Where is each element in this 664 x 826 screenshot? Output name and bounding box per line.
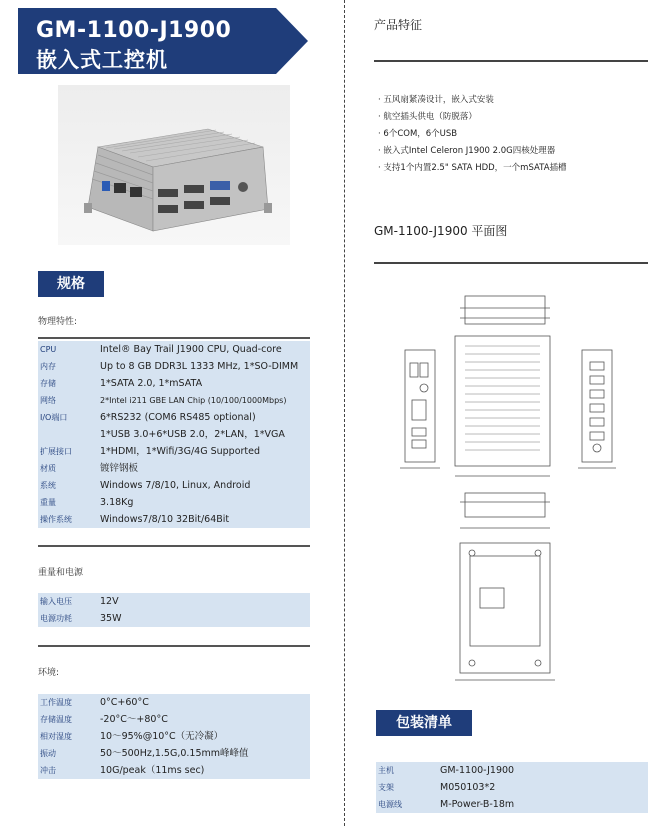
table-row: 输入电压 12V: [40, 596, 119, 607]
title-banner: [18, 8, 308, 74]
physical-heading: 物理特性:: [38, 317, 78, 327]
divider-line: [374, 262, 648, 264]
table-row: 1*USB 3.0+6*USB 2.0，2*LAN，1*VGA: [100, 429, 285, 440]
features-list: [378, 92, 648, 177]
table-row: I/O端口 6*RS232 (COM6 RS485 optional): [40, 412, 256, 423]
list-item: · 支持1个内置2.5" SATA HDD，一个mSATA插槽: [378, 160, 648, 177]
table-row: 存储 1*SATA 2.0, 1*mSATA: [40, 378, 203, 389]
divider-line: [38, 645, 310, 647]
environment-spec-table: [38, 694, 310, 779]
table-row: 相对湿度 10～95%@10°C（无冷凝）: [40, 731, 224, 742]
features-title: 产品特征: [374, 18, 423, 32]
product-model: GM-1100-J1900: [36, 18, 232, 43]
list-item: · 五风扇紧凑设计，嵌入式安装: [378, 92, 648, 109]
table-row: 电源线 M-Power-B-18m: [378, 799, 515, 810]
table-row: 材质 镀锌钢板: [40, 463, 139, 474]
product-photo: [58, 85, 290, 245]
table-row: 电源功耗 35W: [40, 613, 122, 624]
table-row: 冲击 10G/peak（11ms sec): [40, 765, 205, 776]
table-row: 系统 Windows 7/8/10, Linux, Android: [40, 480, 251, 491]
table-row: 内存 Up to 8 GB DDR3L 1333 MHz, 1*SO-DIMM: [40, 361, 299, 372]
power-heading: 重量和电源: [38, 568, 84, 578]
table-row: 振动 50～500Hz,1.5G,0.15mm峰峰值: [40, 748, 249, 759]
divider-line: [38, 337, 310, 339]
table-row: 操作系统 Windows7/8/10 32Bit/64Bit: [40, 514, 230, 525]
product-title: 嵌入式工控机: [36, 48, 168, 72]
table-row: 网络 2*Intel i211 GBE LAN Chip (10/100/1000Mbps): [40, 396, 287, 405]
table-row: 重量 3.18Kg: [40, 497, 134, 508]
table-row: 主机 GM-1100-J1900: [378, 765, 515, 776]
divider-line: [374, 60, 648, 62]
table-row: CPU Intel® Bay Trail J1900 CPU, Quad-core: [40, 344, 282, 355]
table-row: 支架 M050103*2: [378, 782, 496, 793]
package-section-tag: 包装清单: [376, 710, 472, 736]
package-table: [376, 762, 648, 813]
column-divider: [344, 0, 345, 826]
physical-spec-table: [38, 341, 310, 528]
list-item: · 航空插头供电（防脱落）: [378, 109, 648, 126]
table-row: 工作温度 0°C+60°C: [40, 697, 149, 708]
spec-section-tag: 规格: [38, 271, 104, 297]
technical-drawing: [360, 288, 650, 688]
power-spec-table: [38, 593, 310, 627]
table-row: 存储温度 -20°C～+80°C: [40, 714, 168, 725]
list-item: · 嵌入式Intel Celeron J1900 2.0G四核处理器: [378, 143, 648, 160]
list-item: · 6个COM，6个USB: [378, 126, 648, 143]
plan-title: GM-1100-J1900 平面图: [374, 224, 508, 238]
environment-heading: 环境:: [38, 668, 60, 678]
divider-line: [38, 545, 310, 547]
table-row: 扩展接口 1*HDMI，1*Wifi/3G/4G Supported: [40, 446, 261, 457]
